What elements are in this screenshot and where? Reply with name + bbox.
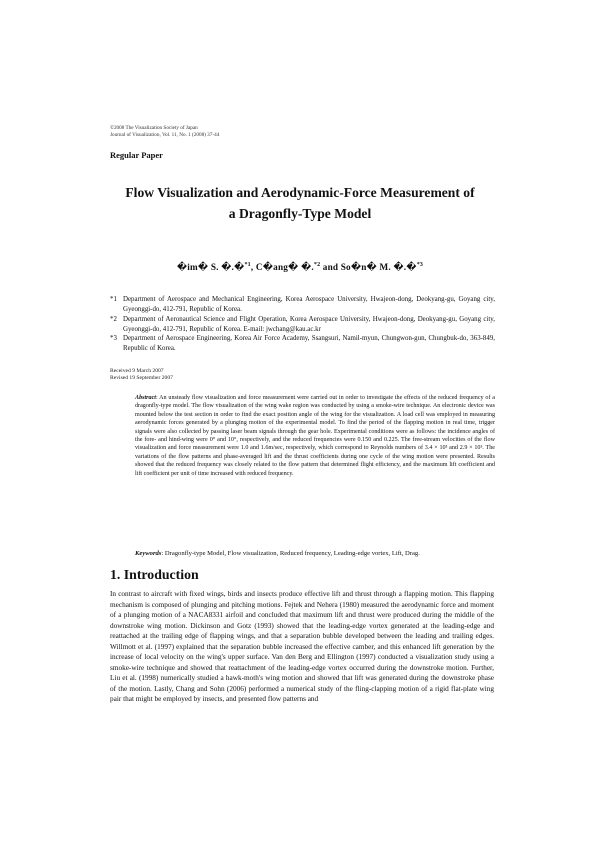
abstract-text: : An unsteady flow visualization and force measurement were carried out in order to investigate the effects of the reduced frequency of a dragonfly-type model. The flow visualization of the wing wake region was conducted by using a smoke-wire technique. An electronic device was mounted below the test section in order to find the exact position angle of the wing for the visualization. A load cell was employed in measuring aerodynamic forces generated by a plunging motion of the experimental model. To find the period of the flapping motion in real time, trigger signals were also collected by passing laser beam signals through the gear hole. Experimental conditions were as follows: the incidence angles of the fore- and hind-wing were 0° and 10°, respectively, and the reduced frequencies were 0.150 and 0.225. The free-stream velocities of the flow visualization and force measurement were 1.0 and 1.6m/sec, respectively, which correspond to Reynolds numbers of 3.4 × 10³ and 2.9 × 10³. The variations of the flow patterns and phase-averaged lift and the thrust coefficients during one cycle of the wing motion were presented. Results showed that the reduced frequency was closely related to the flow pattern that determined flight efficiency, and the maximum lift coefficient and lift coefficient per unit of time increased with reduced frequency.: [135, 395, 495, 477]
affiliation-text: Department of Aerospace Engineering, Korea Air Force Academy, Ssangsuri, Namil-myun, Chungwon-gun, Chungbuk-do, 363-849, Republic of Korea.: [123, 335, 495, 352]
paper-type: Regular Paper: [110, 150, 163, 160]
introduction-paragraph: In contrast to aircraft with fixed wings, birds and insects produce effective lift and thrust through a flapping motion. This flapping mechanism is composed of plunging and pitching motions. Fejtek and Nehera (1980) measured the aerodynamic force and moment of a plunging motion of a NACA8331 airfoil and concluded that maximum lift and thrust were produced during the middle of the downstroke wing motion. Dickinson and Gotz (1993) showed that the leading-edge vortex generated at the leading-edge and reattached at the trailing edge of flapping wings, and that a separation bubble developed between the leading and trailing edges. Willmott et al. (1997) explained that the separation bubble increased the effective camber, and this enhanced lift generation by the increase of local velocity on the wing's upper surface. Van den Berg and Ellington (1997) conducted a visualization study using a smoke-wire technique and showed that reattachment of the leading-edge vortex occurred during the downstroke motion. Further, Liu et al. (1998) numerically studied a hawk-moth's wing motion and showed that lift was generated during the downstroke phase of the motion. Lastly, Chang and Sohn (2006) performed a numerical study of the fling-clapping motion of a rigid flat-plate wing pair that might be employed by insects, and presented flow patterns and: [110, 590, 494, 703]
author-1: �im� S. �.�: [176, 262, 245, 273]
keywords-text: : Dragonfly-type Model, Flow visualization, Reduced frequency, Leading-edge vortex, Lift, Drag.: [161, 550, 420, 557]
author-2: , C�ang� �.: [250, 262, 314, 273]
affiliation-1: [110, 295, 495, 314]
affiliation-2: [110, 315, 495, 334]
copyright-line: ©2008 The Visualization Society of Japan: [110, 125, 198, 131]
affiliation-mark: *1: [110, 296, 117, 303]
journal-citation: Journal of Visualization, Vol. 11, No. 1 (2008) 37-44: [110, 132, 220, 138]
abstract: [135, 394, 495, 478]
affiliation-text: Department of Aeronautical Science and Flight Operation, Korea Aerospace University, Hwajeon-dong, Deokyang-gu, Goyang city, Gyeonggi-do, 412-791, Republic of Korea. E-mail: jwchang@kau.ac.kr: [123, 316, 495, 333]
revised-date: Revised 19 September 2007: [110, 375, 173, 381]
author-list: [60, 262, 540, 273]
submission-dates: [110, 368, 173, 382]
affiliation-mark: *3: [110, 335, 117, 342]
author-1-mark: *1: [244, 262, 251, 268]
affiliation-3: [110, 334, 495, 353]
abstract-label: Abstract: [135, 395, 156, 401]
author-2-mark: *2: [313, 262, 321, 268]
affiliation-mark: *2: [110, 316, 117, 323]
keywords: [135, 549, 495, 558]
paper-title-line-2: a Dragonfly-Type Model: [228, 206, 372, 221]
section-heading: 1. Introduction: [110, 567, 199, 582]
author-3: and So�n� M. �.�: [320, 262, 417, 273]
received-date: Received 9 March 2007: [110, 368, 164, 374]
paper-title-line-1: Flow Visualization and Aerodynamic-Force Measurement of: [125, 185, 475, 200]
keywords-label: Keywords: [135, 550, 162, 557]
affiliation-text: Department of Aerospace and Mechanical Engineering, Korea Aerospace University, Hwajeon-dong, Deokyang-gu, Goyang city, Gyeonggi-do, 412-791, Republic of Korea.: [123, 296, 495, 313]
author-3-mark: *3: [416, 262, 424, 268]
